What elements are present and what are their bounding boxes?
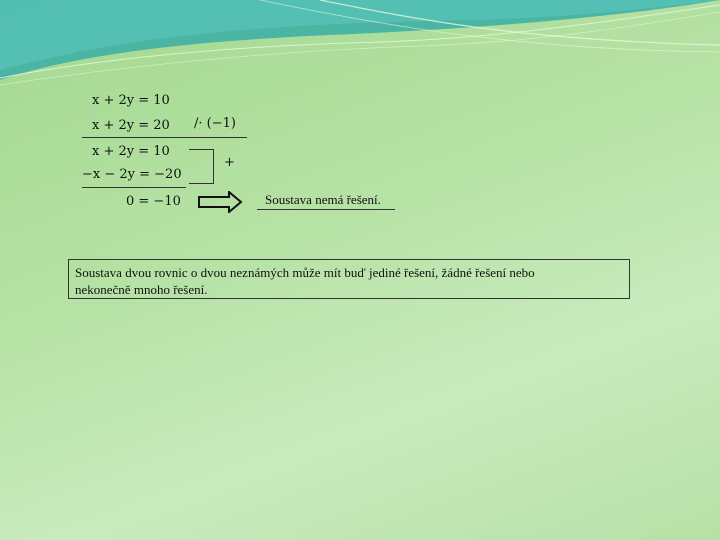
note-line-2: nekonečně mnoho řešení. xyxy=(75,282,208,297)
note-box xyxy=(68,259,630,299)
result-equation: 0 = −10 xyxy=(126,194,181,209)
equation-2: x + 2y = 20 xyxy=(92,118,170,133)
equation-1: x + 2y = 10 xyxy=(92,93,170,108)
implication-arrow-icon xyxy=(197,191,243,213)
header-wave-decoration xyxy=(0,0,720,90)
note-line-1: Soustava dvou rovnic o dvou neznámých může mít buď jediné řešení, žádné řešení nebo xyxy=(75,265,535,280)
divider-line-1 xyxy=(82,137,247,138)
multiplier-annotation: /· (−1) xyxy=(194,116,236,131)
conclusion-text: Soustava nemá řešení. xyxy=(265,192,381,207)
addition-bracket xyxy=(189,149,214,184)
conclusion-underline xyxy=(257,209,395,210)
plus-sign: + xyxy=(224,155,235,170)
divider-line-2 xyxy=(82,187,186,188)
equation-3: x + 2y = 10 xyxy=(92,144,170,159)
equation-4: −x − 2y = −20 xyxy=(82,167,182,182)
